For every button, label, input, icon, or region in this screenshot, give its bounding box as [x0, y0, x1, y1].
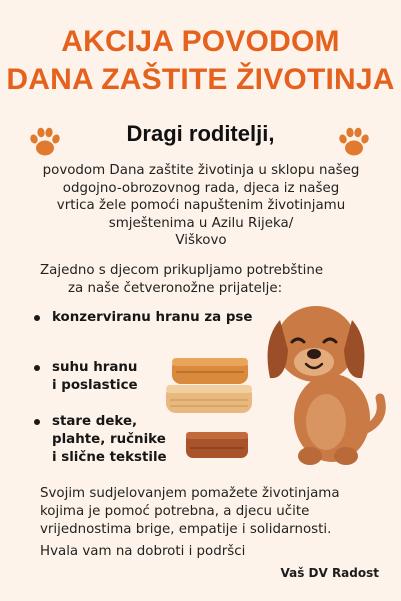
intro-line: smještenima u Azilu Rijeka/: [108, 215, 294, 231]
intro-line: Viškovo: [175, 233, 227, 248]
intro-paragraph: [6, 162, 396, 250]
outro-line: Svojim sudjelovanjem pomažete životinjama: [40, 486, 340, 501]
list-item-text: i poslastice: [52, 378, 138, 393]
signature: Vaš DV Radost: [280, 566, 379, 580]
outro-paragraph: [40, 485, 390, 539]
list-item-text: stare deke,: [52, 414, 138, 429]
title-line-1: AKCIJA POVODOM: [61, 25, 340, 58]
greeting: Dragi roditelji,: [126, 121, 275, 146]
bullet: [34, 315, 40, 321]
intro-line: odgojno-obrozovnog rada, djeca iz našeg: [62, 180, 340, 196]
outro-line: kojima je pomoć potrebna, a djecu učite: [40, 504, 310, 519]
list-item-text: i slične tekstile: [52, 450, 167, 465]
list-item-text: plahte, ručnike: [52, 432, 166, 447]
collect-line: Zajedno s djecom prikupljamo potrebštine: [40, 263, 324, 278]
outro-line: vrijednostima brige, empatije i solidarnosti.: [40, 522, 332, 537]
list-item-text: suhu hranu: [52, 360, 138, 375]
bullet: [34, 365, 40, 371]
dog-illustration: [256, 290, 396, 470]
collect-line: za naše četveronožne prijatelje:: [68, 280, 283, 296]
intro-line: povodom Dana zaštite životinja u sklopu našeg: [42, 163, 360, 178]
intro-line: vrtica žele pomoći napuštenim životinjamu: [56, 198, 346, 213]
bullet: [34, 419, 40, 425]
folded-blankets-illustration: [160, 352, 270, 470]
thanks-line: Hvala vam na dobroti i podršci: [40, 544, 246, 559]
title-line-2: DANA ZAŠTITE ŽIVOTINJA: [6, 63, 395, 96]
list-item-text: konzerviranu hranu za pse: [52, 310, 253, 325]
